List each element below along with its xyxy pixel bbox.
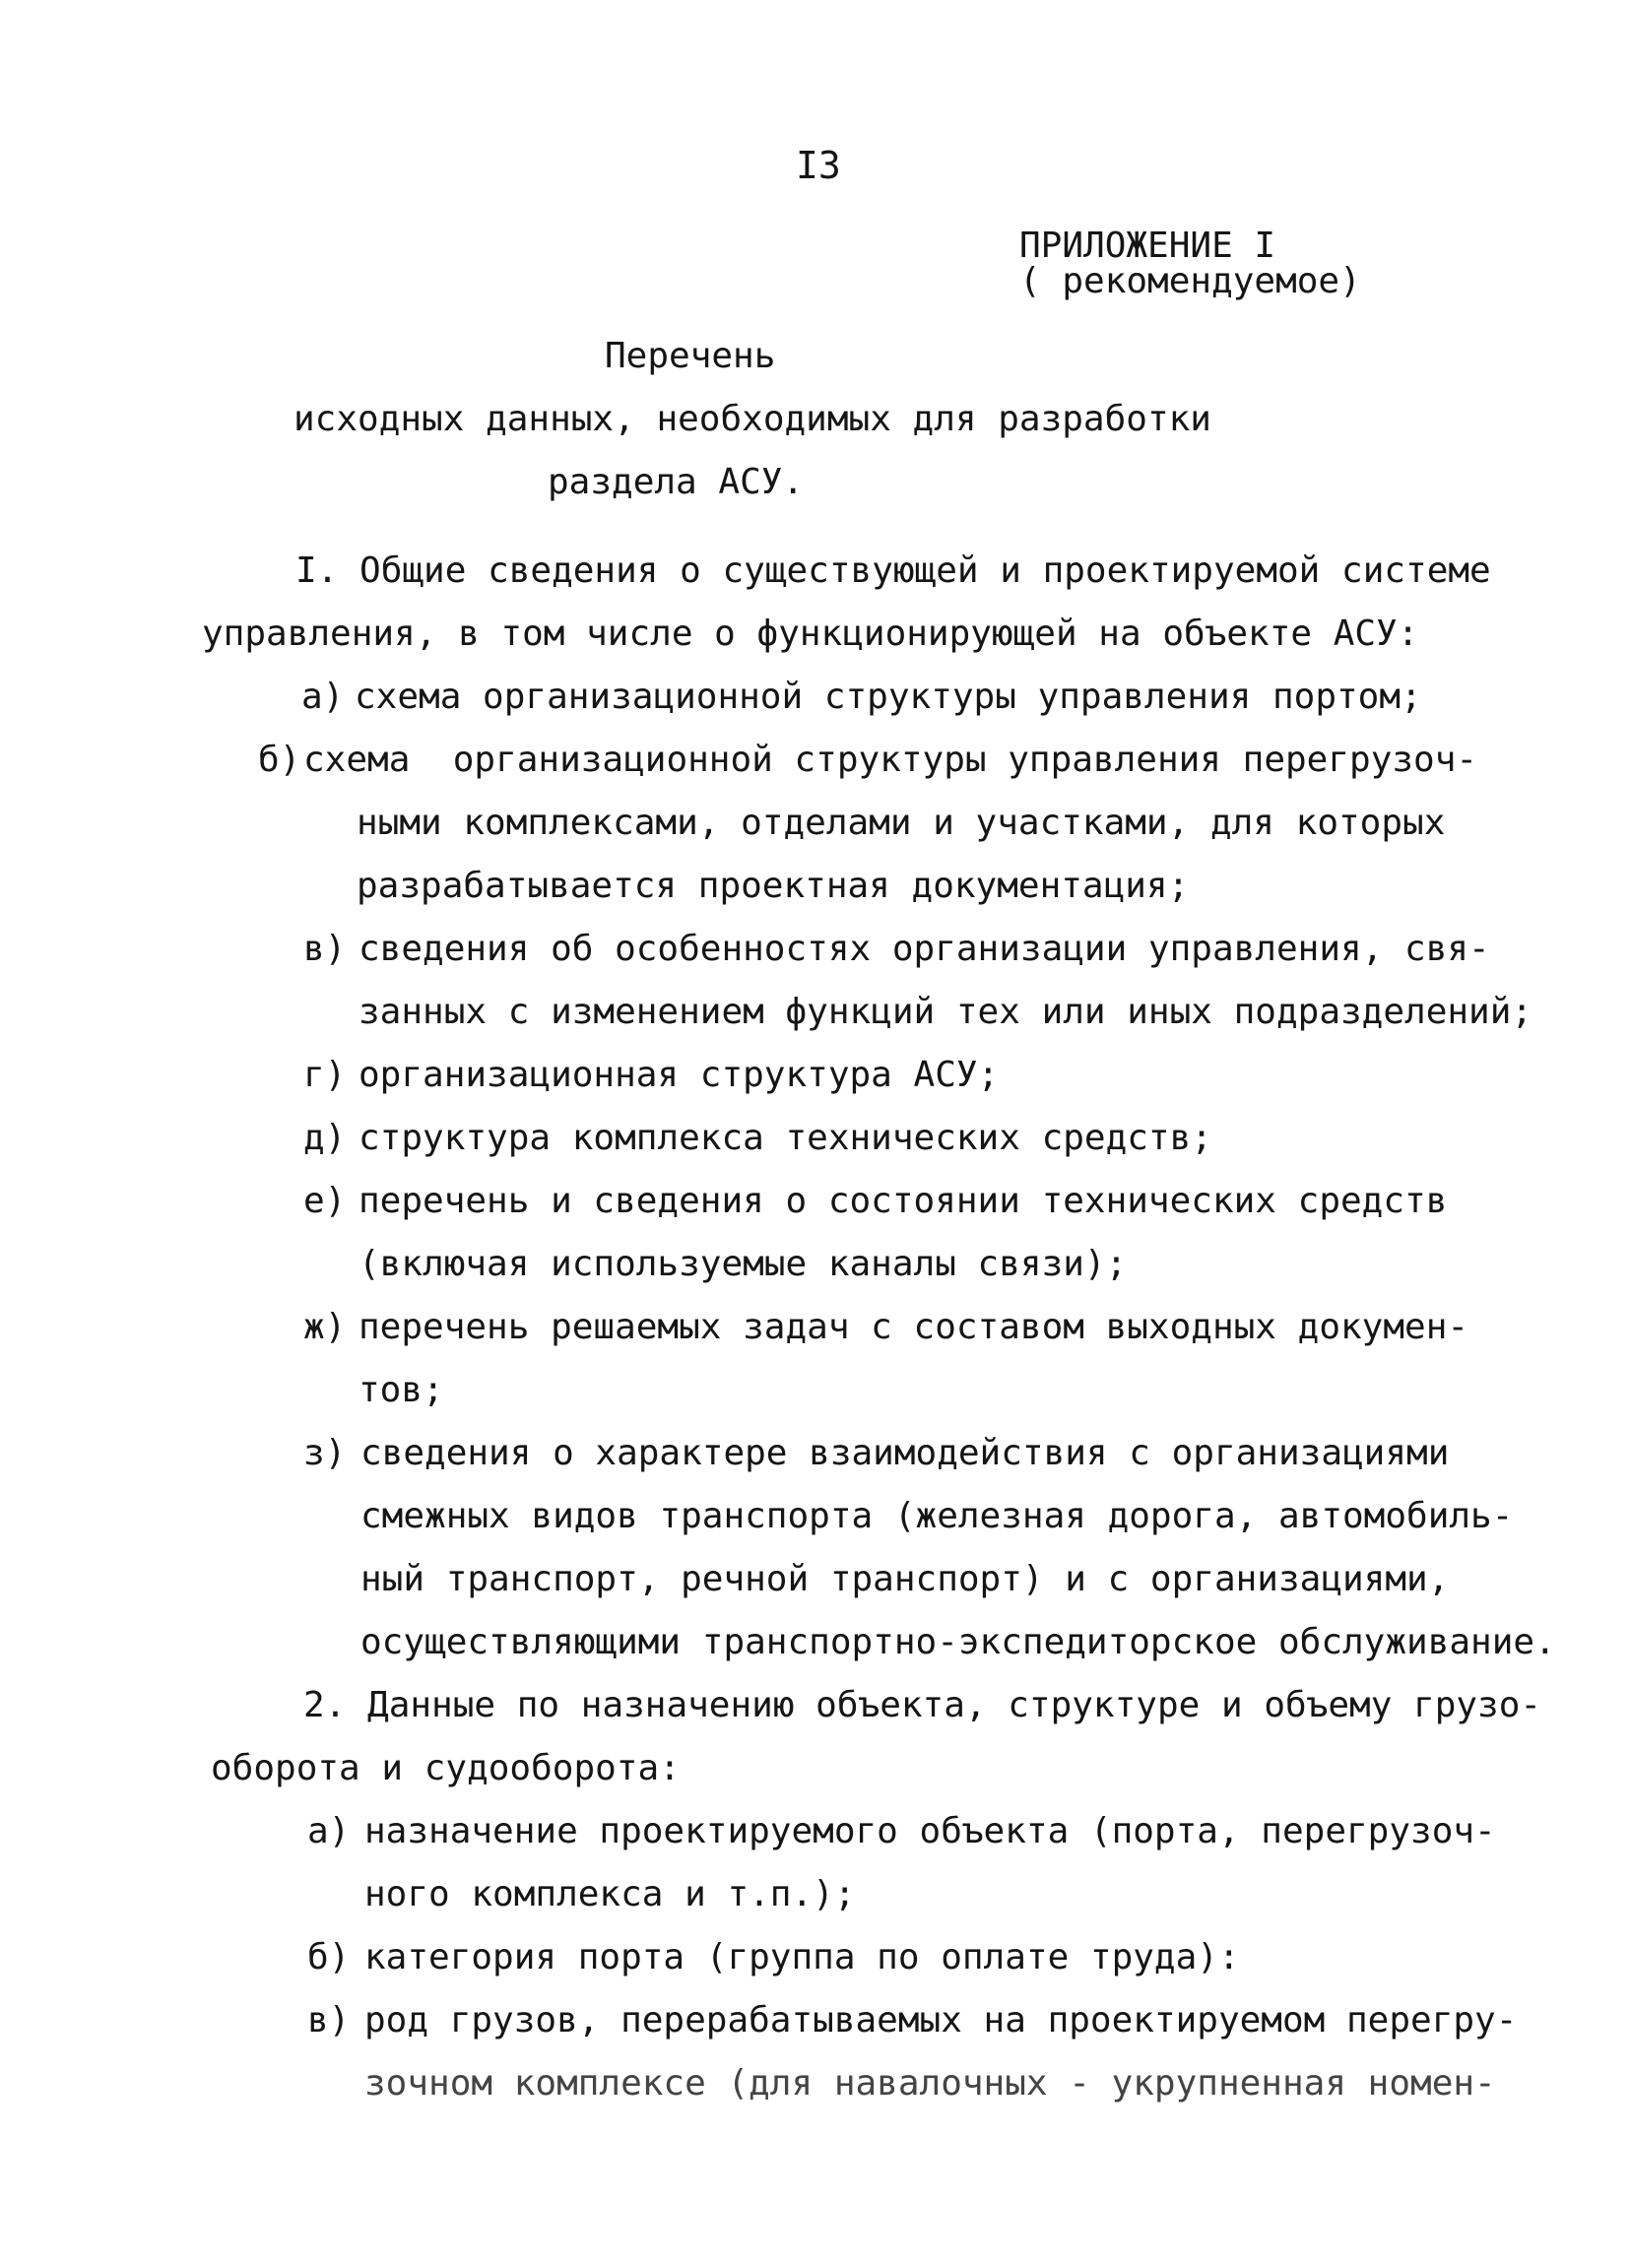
title-line-1: Перечень xyxy=(605,336,776,376)
item-text: занных с изменением функций тех или иных подразделений; xyxy=(358,992,1533,1032)
item-marker: а) xyxy=(301,677,345,717)
item-text: тов; xyxy=(358,1370,444,1410)
item-marker: в) xyxy=(303,929,347,969)
item-marker: г) xyxy=(303,1055,347,1095)
section-2-heading: 2. Данные по назначению объекта, структуре и объему грузо- xyxy=(303,1685,1542,1725)
item-marker: а) xyxy=(307,1811,351,1851)
section-2-heading-cont: оборота и судооборота: xyxy=(211,1748,681,1788)
item-marker: е) xyxy=(303,1181,347,1221)
section-1-heading: I. Общие сведения о существующей и проектируемой системе xyxy=(295,551,1491,591)
item-text: схема организационной структуры управления портом; xyxy=(355,677,1422,717)
item-text: ный транспорт, речной транспорт) и с организациями, xyxy=(360,1559,1450,1599)
item-marker: в) xyxy=(307,2000,351,2041)
item-text: назначение проектируемого объекта (порта, перегрузоч- xyxy=(364,1811,1496,1851)
item-marker: б) xyxy=(307,1937,351,1977)
item-marker: б) xyxy=(258,740,301,780)
item-text: сведения о характере взаимодействия с организациями xyxy=(360,1433,1450,1473)
item-text: перечень и сведения о состоянии технических средств xyxy=(358,1181,1448,1221)
item-text: перечень решаемых задач с составом выходных докумен- xyxy=(358,1307,1469,1347)
item-text: (включая используемые каналы связи); xyxy=(358,1244,1128,1284)
item-text: структура комплекса технических средств; xyxy=(358,1118,1212,1158)
item-text: род грузов, перерабатываемых на проектируемом перегру- xyxy=(364,2000,1518,2041)
item-text: сведения об особенностях организации управления, свя- xyxy=(358,929,1490,969)
item-text: зочном комплексе (для навалочных - укрупненная номен- xyxy=(364,2063,1496,2104)
item-text: схема организационной структуры управления перегрузоч- xyxy=(303,740,1478,780)
appendix-status: ( рекомендуемое) xyxy=(1019,261,1361,301)
item-text: категория порта (группа по оплате труда): xyxy=(364,1937,1240,1977)
page-number: I3 xyxy=(796,144,841,187)
title-line-3: раздела АСУ. xyxy=(548,462,805,502)
item-text: ными комплексами, отделами и участками, для которых xyxy=(357,803,1446,843)
section-1-heading-cont: управления, в том числе о функционирующей на объекте АСУ: xyxy=(202,614,1419,654)
item-marker: ж) xyxy=(303,1307,347,1347)
item-text: организационная структура АСУ; xyxy=(358,1055,1000,1095)
item-text: осуществляющими транспортно-экспедиторское обслуживание. xyxy=(360,1622,1556,1662)
item-marker: д) xyxy=(303,1118,347,1158)
item-marker: з) xyxy=(303,1433,347,1473)
title-line-2: исходных данных, необходимых для разработки xyxy=(293,399,1211,439)
item-text: разрабатывается проектная документация; xyxy=(357,866,1190,906)
item-text: ного комплекса и т.п.); xyxy=(364,1874,856,1914)
item-text: смежных видов транспорта (железная дорога, автомобиль- xyxy=(360,1496,1514,1536)
appendix-label: ПРИЛОЖЕНИЕ I xyxy=(1019,226,1276,266)
